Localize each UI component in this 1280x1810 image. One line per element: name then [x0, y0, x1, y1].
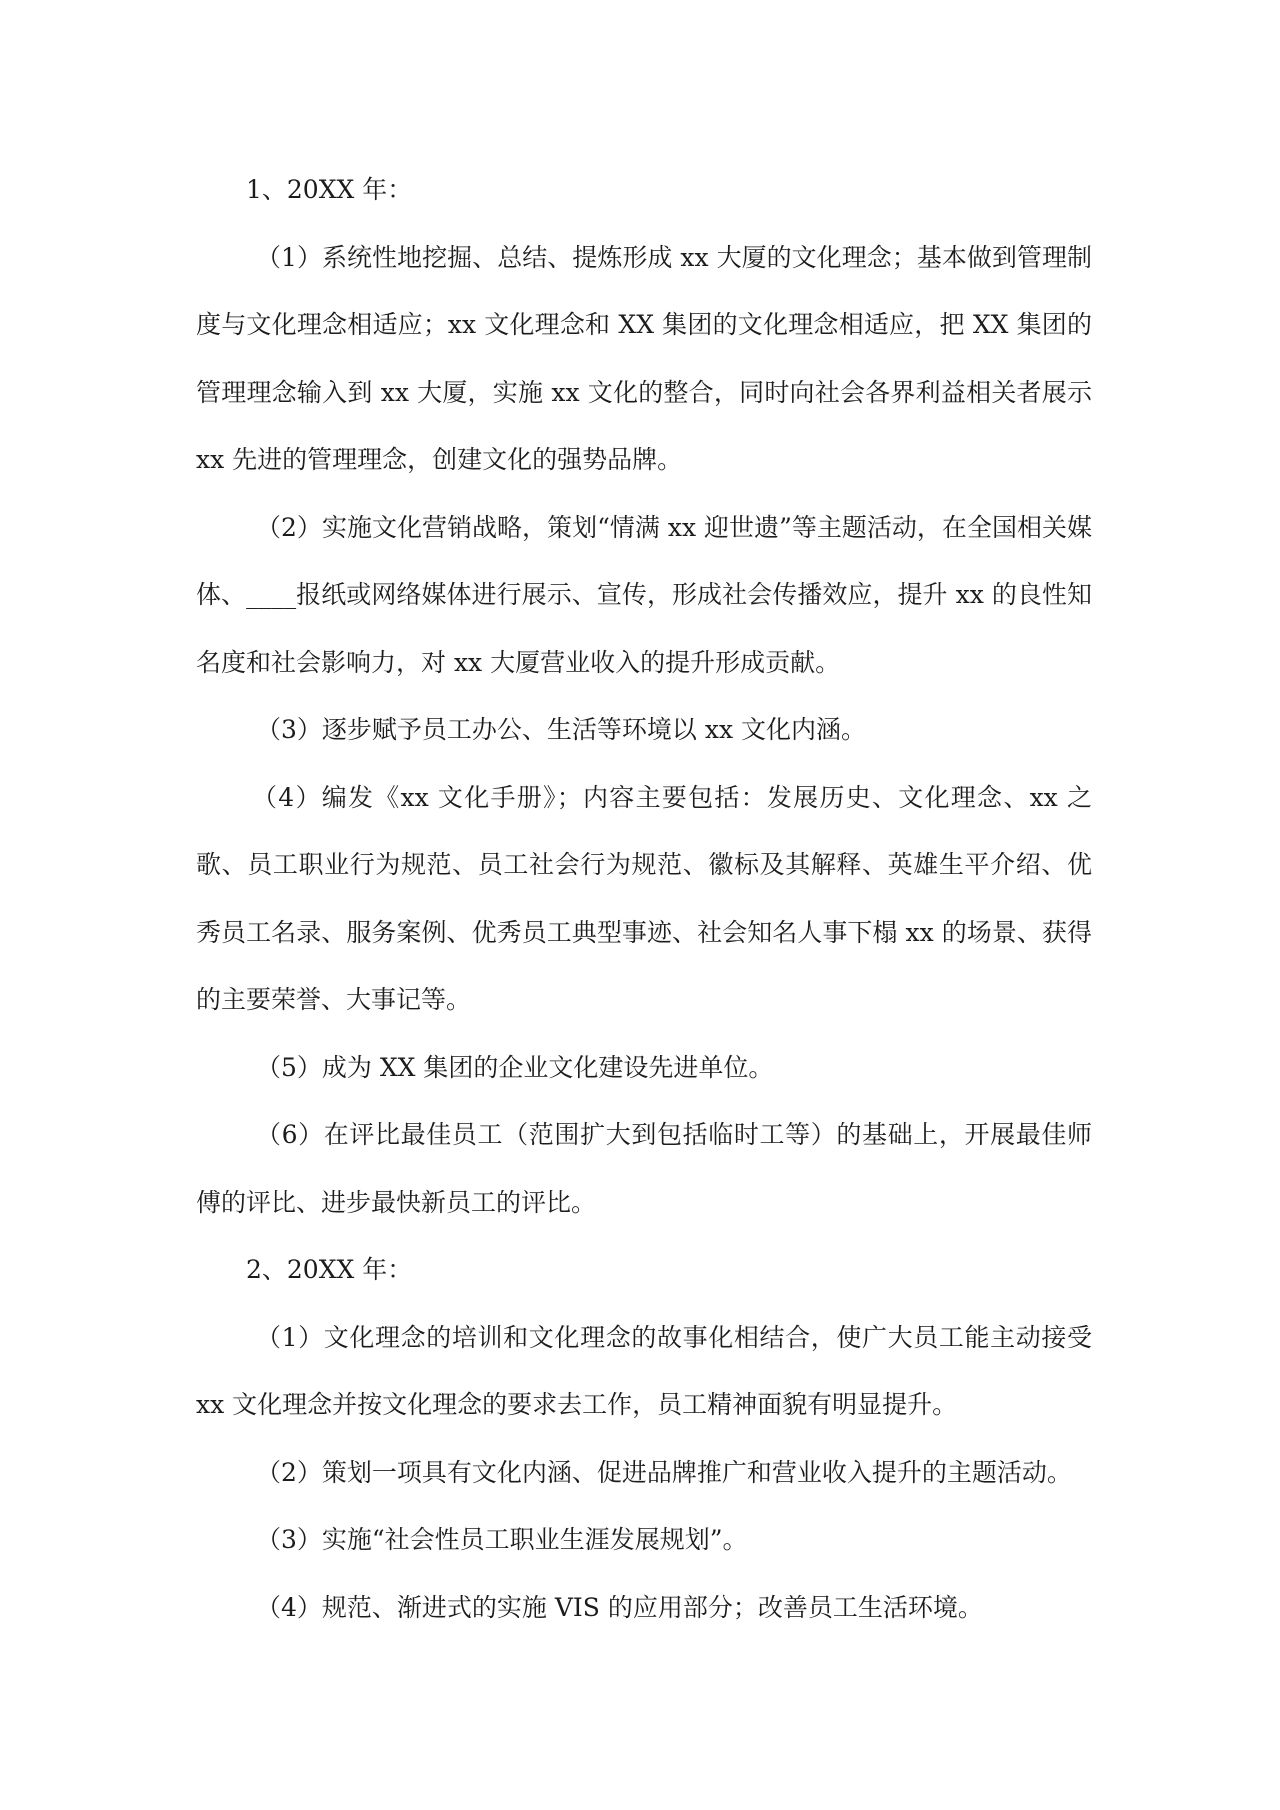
paragraph-s1-item-5: （5）成为 XX 集团的企业文化建设先进单位。	[256, 1052, 774, 1082]
document-body	[196, 156, 1092, 1641]
paragraph-s1-item-4: （4）编发《xx 文化手册》；内容主要包括：发展历史、文化理念、xx 之歌、员工职业行为规范、员工社会行为规范、徽标及其解释、英雄生平介绍、优秀员工名录、服务案例、优秀员工典型事迹、社会知名人事下榻 xx 的场景、获得的主要荣誉、大事记等。	[196, 782, 1092, 1014]
paragraph-s2-item-4: （4）规范、渐进式的实施 VIS 的应用部分；改善员工生活环境。	[256, 1592, 983, 1622]
section-heading-2: 2、20XX 年：	[246, 1255, 413, 1284]
paragraph-s1-item-3: （3）逐步赋予员工办公、生活等环境以 xx 文化内涵。	[256, 715, 866, 744]
paragraph-s2-item-3: （3）实施“社会性员工职业生涯发展规划”。	[256, 1525, 748, 1554]
section-heading-1: 1、20XX 年：	[246, 175, 413, 204]
paragraph-s1-item-2: （2）实施文化营销战略，策划“情满 xx 迎世遗”等主题活动，在全国相关媒体、____报纸或网络媒体进行展示、宣传，形成社会传播效应，提升 xx 的良性知名度和社会影响力，对 xx 大厦营业收入的提升形成贡献。	[196, 512, 1092, 677]
paragraph-s2-item-2: （2）策划一项具有文化内涵、促进品牌推广和营业收入提升的主题活动。	[256, 1457, 1072, 1487]
paragraph-s1-item-6: （6）在评比最佳员工（范围扩大到包括临时工等）的基础上，开展最佳师傅的评比、进步最快新员工的评比。	[196, 1120, 1092, 1217]
paragraph-s1-item-1: （1）系统性地挖掘、总结、提炼形成 xx 大厦的文化理念；基本做到管理制度与文化理念相适应；xx 文化理念和 XX 集团的文化理念相适应，把 XX 集团的管理理念输入到 xx 大厦，实施 xx 文化的整合，同时向社会各界利益相关者展示 xx 先进的管理理念，创建文化的强势品牌。	[196, 242, 1092, 474]
paragraph-s2-item-1: （1）文化理念的培训和文化理念的故事化相结合，使广大员工能主动接受 xx 文化理念并按文化理念的要求去工作，员工精神面貌有明显提升。	[196, 1322, 1092, 1419]
